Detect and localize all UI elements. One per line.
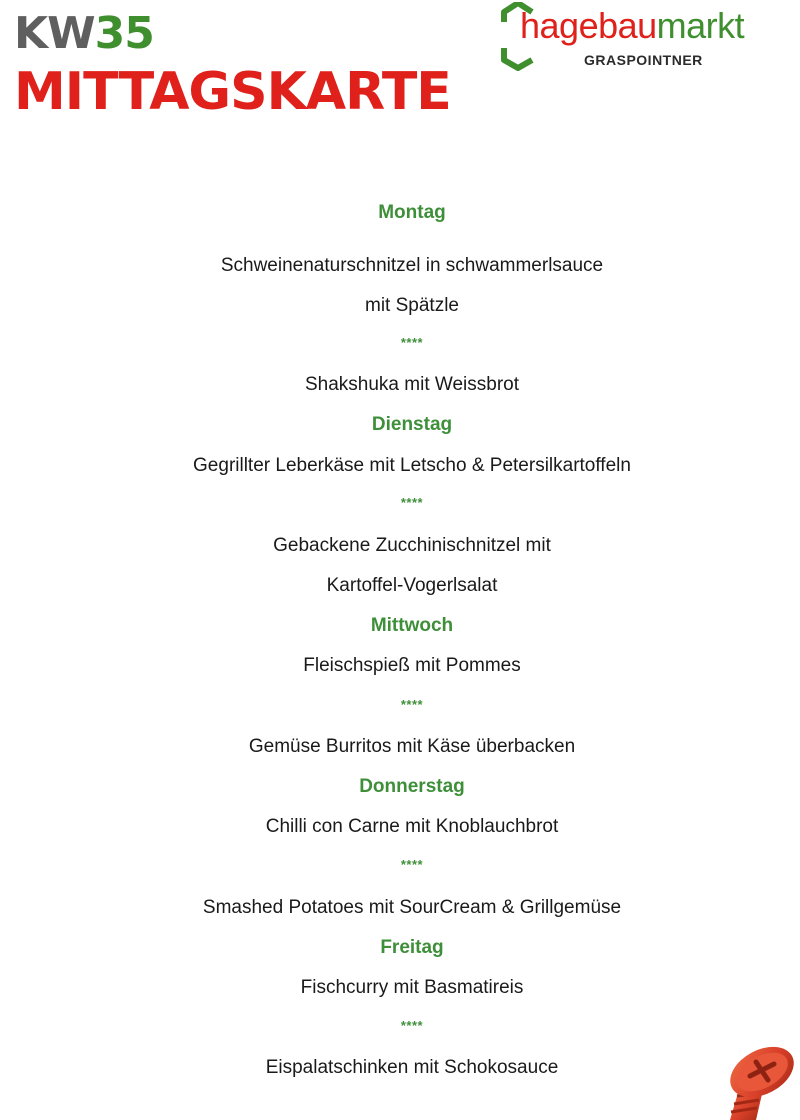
- day-heading-donnerstag: Donnerstag: [359, 776, 465, 797]
- dish-separator: ****: [400, 495, 424, 510]
- logo-subtitle: GRASPOINTNER: [584, 52, 703, 68]
- calendar-week: [14, 8, 154, 59]
- dish-mittwoch-1: Fleischspieß mit Pommes: [303, 655, 521, 676]
- dish-montag-1: Schweinenaturschnitzel in schwammerlsauce: [220, 255, 604, 276]
- day-heading-dienstag: Dienstag: [371, 414, 453, 435]
- dish-separator: ****: [400, 857, 424, 872]
- dish-freitag-1: Fischcurry mit Basmatireis: [300, 977, 524, 998]
- dish-donnerstag-1: Chilli con Carne mit Knoblauchbrot: [265, 816, 559, 837]
- dish-dienstag-1: Gegrillter Leberkäse mit Letscho & Petersilkartoffeln: [193, 455, 631, 476]
- dish-montag-2: Shakshuka mit Weissbrot: [304, 374, 519, 395]
- dish-donnerstag-2: Smashed Potatoes mit SourCream & Grillgemüse: [202, 897, 622, 918]
- dish-separator: ****: [400, 335, 424, 350]
- day-heading-mittwoch: Mittwoch: [370, 615, 454, 636]
- dish-montag-1-continued: mit Spätzle: [365, 295, 459, 316]
- screw-icon: [700, 1036, 800, 1120]
- calendar-week-label: KW: [14, 8, 95, 59]
- dish-mittwoch-2: Gemüse Burritos mit Käse überbacken: [248, 736, 576, 757]
- dish-dienstag-2-continued: Kartoffel-Vogerlsalat: [326, 575, 498, 596]
- logo-brand-text: [520, 5, 745, 46]
- dish-freitag-2: Eispalatschinken mit Schokosauce: [265, 1057, 559, 1078]
- day-heading-montag: Montag: [378, 202, 446, 223]
- logo-brand-part1: hagebau: [520, 5, 657, 46]
- hagebaumarkt-logo: [498, 2, 788, 72]
- calendar-week-number: 35: [94, 8, 154, 59]
- logo-brand-part2: markt: [656, 5, 745, 46]
- dish-dienstag-2: Gebackene Zucchinischnitzel mit: [273, 535, 551, 556]
- day-heading-freitag: Freitag: [380, 937, 444, 958]
- page-title: MITTAGSKARTE: [14, 62, 451, 122]
- dish-separator: ****: [400, 697, 424, 712]
- dish-separator: ****: [400, 1018, 424, 1033]
